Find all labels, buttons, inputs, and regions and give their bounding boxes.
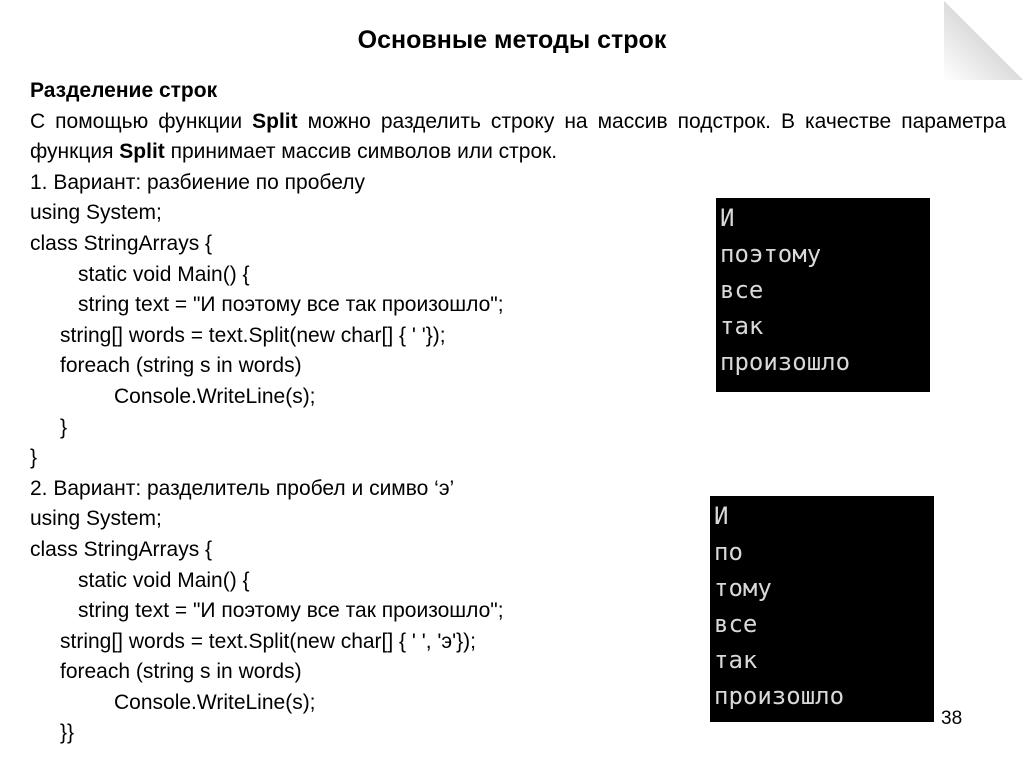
code2-line: using System; xyxy=(30,507,162,531)
console-output-2 xyxy=(710,496,934,722)
code1-line: using System; xyxy=(30,201,162,225)
intro-text-1: С помощью функции xyxy=(30,109,253,133)
intro-paragraph xyxy=(30,107,1006,168)
code1-line: } xyxy=(60,415,68,439)
code2-line: Console.WriteLine(s); xyxy=(114,690,316,714)
console-1-line: И xyxy=(720,204,735,232)
page-number: 38 xyxy=(941,708,963,729)
code1-line: foreach (string s in words) xyxy=(60,354,302,378)
console-2-line: все xyxy=(714,610,758,638)
console-2-line: по xyxy=(714,538,743,566)
code1-line: string[] words = text.Split(new char[] { ' '}); xyxy=(60,323,446,347)
code2-line: string[] words = text.Split(new char[] { ' ', 'э'}); xyxy=(60,629,476,653)
code1-line: class StringArrays { xyxy=(30,231,213,255)
console-1-line: все xyxy=(720,276,764,304)
console-output-1 xyxy=(716,198,930,392)
intro-text-2: можно разделить строку на массив подстрок. В качестве параметра функция xyxy=(30,109,1006,164)
intro-split-keyword-2: Split xyxy=(119,140,165,164)
slide-title: Основные методы строк xyxy=(357,26,667,54)
code1-line: string text = "И поэтому все так произошло"; xyxy=(78,293,504,317)
console-1-line: произошло xyxy=(720,348,851,376)
subheading: Разделение строк xyxy=(30,79,218,102)
code2-line: foreach (string s in words) xyxy=(60,660,302,684)
variant1-heading: 1. Вариант: разбиение по пробелу xyxy=(30,170,365,194)
console-2-line: тому xyxy=(714,574,772,602)
code2-line: static void Main() { xyxy=(78,568,250,592)
console-2-line: произошло xyxy=(714,682,845,710)
code2-line: string text = "И поэтому все так произошло"; xyxy=(78,599,504,623)
code1-line: } xyxy=(30,446,38,470)
console-1-line: поэтому xyxy=(720,240,822,268)
console-2-line: так xyxy=(714,646,758,674)
intro-split-keyword-1: Split xyxy=(252,109,298,133)
code1-line: Console.WriteLine(s); xyxy=(114,384,316,408)
intro-text-3: принимает массив символов или строк. xyxy=(164,140,558,164)
code2-line: }} xyxy=(60,721,75,745)
code1-line: static void Main() { xyxy=(78,262,250,286)
variant2-heading: 2. Вариант: разделитель пробел и симво ‘э’ xyxy=(30,476,455,500)
code2-line: class StringArrays { xyxy=(30,537,213,561)
console-1-line: так xyxy=(720,312,764,340)
console-2-line: И xyxy=(714,502,729,530)
